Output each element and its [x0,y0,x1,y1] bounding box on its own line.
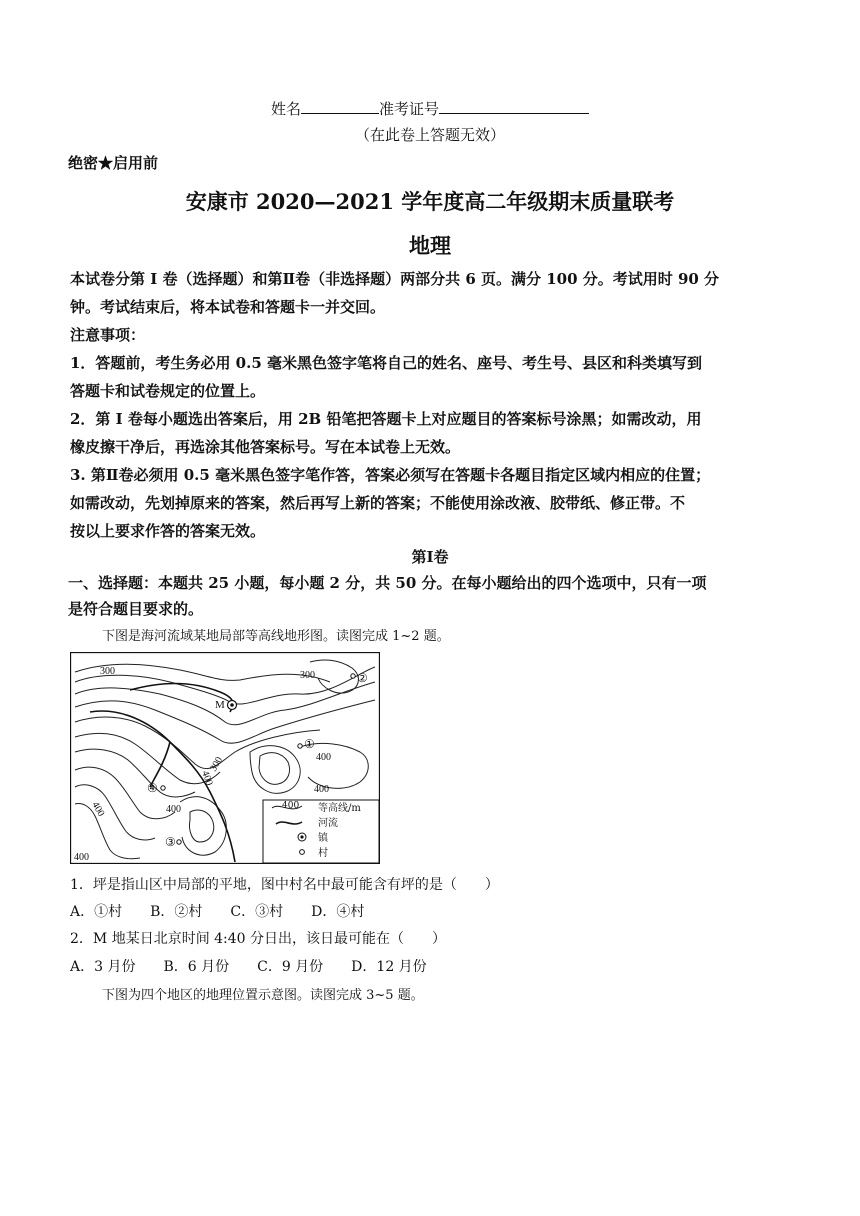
note-line-5: 3. 第Ⅱ卷必须用 0.5 毫米黑色签字笔作答，答案必须写在答题卡各题目指定区域内相应的住置； [70,466,711,484]
candidate-info-line [0,98,860,119]
legend-river-label: 河流 [318,818,338,829]
note-line-6: 如需改动，先划掉原来的答案，然后再写上新的答案；不能使用涂改液、胶带纸、修正带。不 [70,494,686,512]
question-1-options: A．①村 B．②村 C．③村 D．④村 [70,904,365,920]
contour-map [70,652,380,864]
question-2-stem: 2．M 地某日北京时间 4:40 分日出，该日最可能在（ ） [70,931,447,947]
town-m-dot [230,703,234,707]
village-2-marker [351,674,355,678]
note-line-2: 答题卡和试卷规定的位置上。 [70,382,266,400]
legend-town-label: 镇 [318,833,328,844]
contour-label-400d: 400 [199,769,215,788]
village-4-label: ④ [147,781,158,795]
village-1-marker [298,744,302,748]
note-line-7: 按以上要求作答的答案无效。 [70,522,266,540]
contour-label-400a: 400 [316,752,331,763]
exam-title: 安康市 2020—2021 学年度高二年级期末质量联考 [185,189,675,214]
intro-line-1: 本试卷分第 I 卷（选择题）和第Ⅱ卷（非选择题）两部分共 6 页。满分 100 分。考试用时 90 分 [70,270,720,288]
intro-line-2: 钟。考试结束后，将本试卷和答题卡一并交回。 [70,298,386,316]
question-2-options: A．3 月份 B．6 月份 C．9 月份 D．12 月份 [70,959,427,975]
question-1-stem: 1．坪是指山区中局部的平地，图中村名中最可能含有坪的是（ ） [70,877,499,893]
village-4-marker [161,786,165,790]
section-title: 第Ⅰ卷 [411,548,449,566]
contour-label-400e: 400 [89,800,107,819]
part-one-line-1: 一、选择题：本题共 25 小题，每小题 2 分，共 50 分。在每小题给出的四个选项中，只有一项 [68,574,707,592]
note-line-4: 橡皮擦干净后，再选涂其他答案标号。写在本试卷上无效。 [70,438,461,456]
invalid-note: （在此卷上答题无效） [354,126,505,144]
exam-id-blank[interactable] [439,99,589,114]
contour-label-300c: 300 [208,755,226,774]
map-legend [263,800,379,863]
town-m-label: M [215,699,225,711]
legend-village-label: 村 [318,848,328,859]
figure-intro-1: 下图是海河流域某地局部等高线地形图。读图完成 1~2 题。 [102,629,450,644]
village-3-label: ③ [165,835,176,849]
name-blank[interactable] [301,99,379,114]
legend-contour-value: 400 [282,801,300,811]
figure-intro-2: 下图为四个地区的地理位置示意图。读图完成 3~5 题。 [102,988,424,1003]
legend-contour-label: 等高线/m [318,803,361,814]
contour-label-400c: 400 [166,804,181,815]
subject-title: 地理 [409,233,451,258]
contour-label-400b: 400 [314,784,329,795]
exam-id-label: 准考证号 [379,100,440,118]
part-one-line-2: 是符合题目要求的。 [68,600,204,618]
name-label: 姓名 [270,100,301,118]
village-1-label: ① [304,737,315,751]
village-3-marker [177,840,181,844]
secret-mark: 绝密★启用前 [68,154,159,172]
note-line-3: 2．第 I 卷每小题选出答案后，用 2B 铅笔把答题卡上对应题目的答案标号涂黑；如需改动，用 [70,410,702,428]
village-2-label: ② [357,671,368,685]
note-line-1: 1．答题前，考生务必用 0.5 毫米黑色签字笔将自己的姓名、座号、考生号、县区和科类填写到 [70,354,702,372]
contour-label-300a: 300 [100,666,115,677]
contour-label-400f: 400 [74,852,89,863]
notes-heading: 注意事项： [70,326,146,344]
contour-label-300b: 300 [300,670,315,681]
